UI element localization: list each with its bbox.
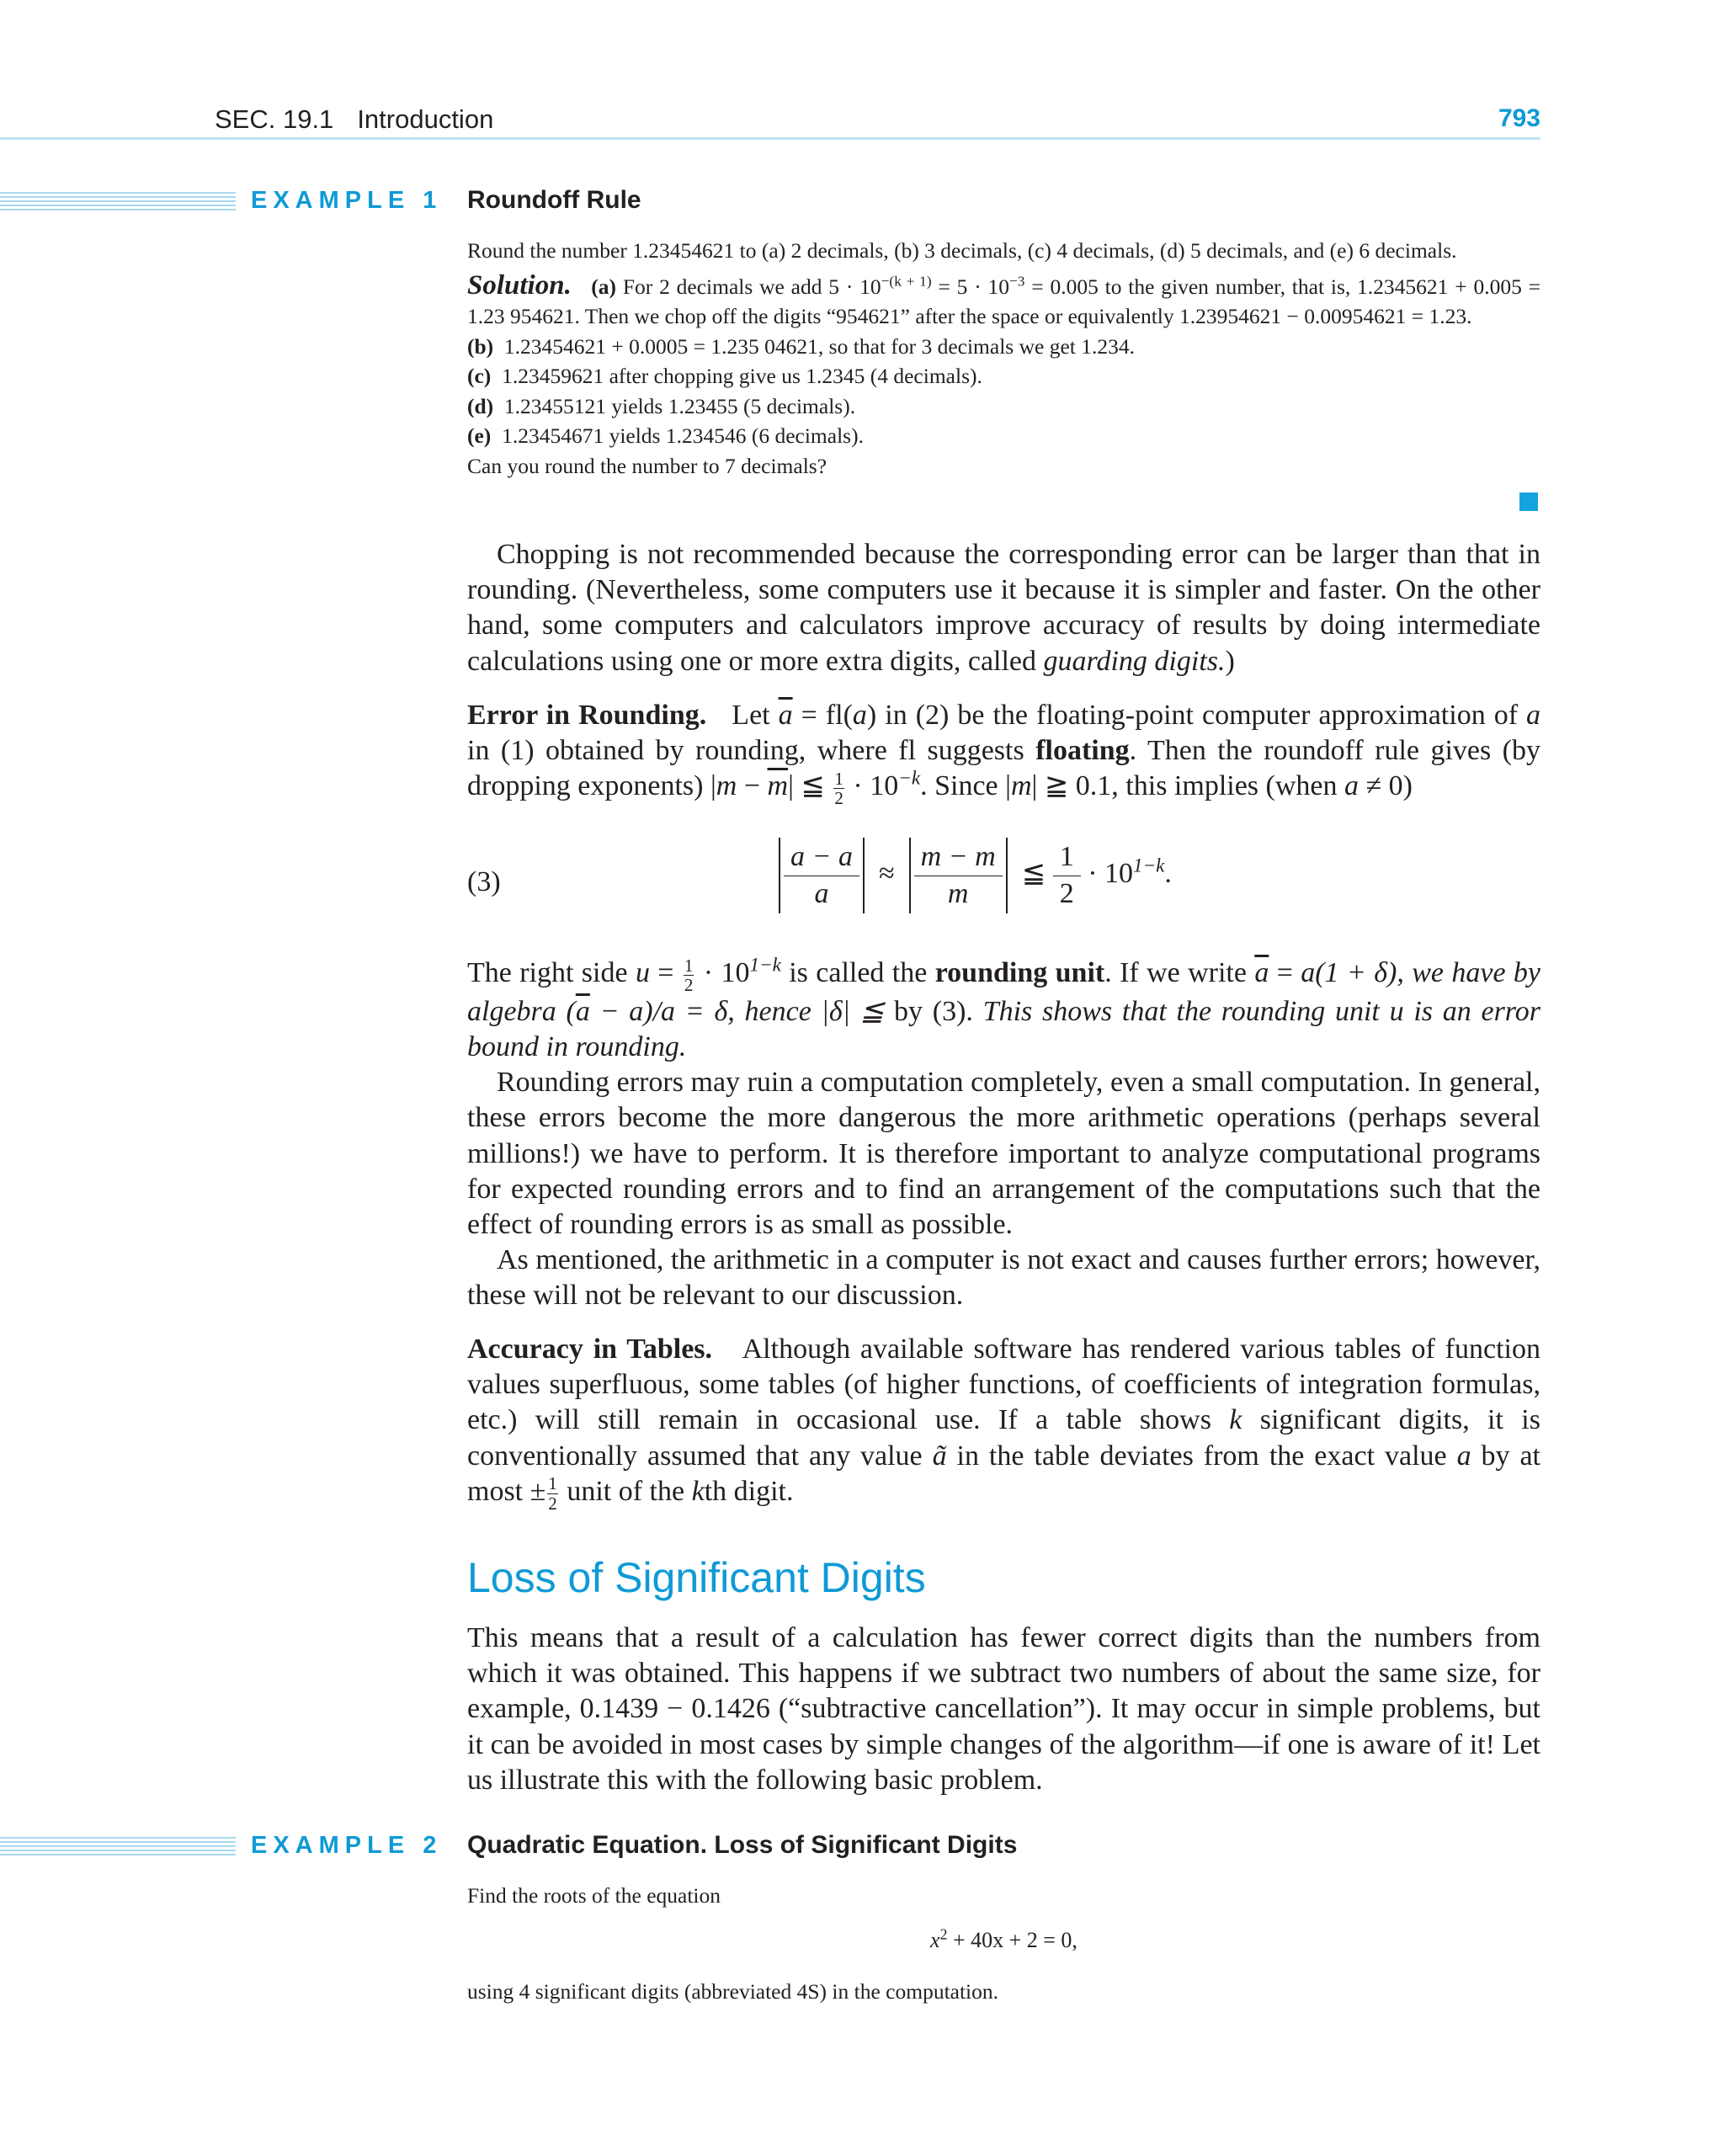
part-a-exponent: −3 [1009, 273, 1025, 289]
text: unit of the [559, 1475, 692, 1507]
text: ≠ 0) [1359, 770, 1413, 802]
solution-label: Solution. [467, 269, 572, 301]
x-symbol: x [930, 1928, 940, 1952]
example-1-title: Roundoff Rule [467, 186, 641, 214]
text: Let [732, 700, 779, 731]
text: ) in (2) be the floating-point computer approximation of [866, 700, 1527, 731]
text: . Then the roundoff rule gives (by dropping exponents) | [467, 735, 1540, 802]
text: | ≦ [788, 770, 833, 802]
section-title: Introduction [357, 104, 494, 134]
floating-term: floating [1035, 735, 1130, 767]
error-rounding-heading: Error in Rounding. [467, 700, 707, 731]
text: Although available software has rendered various tables of function values superfluous, some tables (of higher functions, of coefficients of integration formulas, etc.) will still remain in occasional use. If a table shows [467, 1334, 1540, 1436]
m-bar-symbol: $\overline{m}$ [767, 770, 789, 802]
text: = [649, 957, 682, 988]
page-number: 793 [1498, 104, 1540, 132]
part-b-text: 1.23454621 + 0.0005 = 1.235 04621, so that for 3 decimals we get 1.234. [503, 333, 1135, 359]
chopping-end: ) [1225, 645, 1235, 677]
section-paragraph [467, 1621, 1540, 1798]
example-2-statement: Find the roots of the equation [467, 1883, 721, 1908]
a-symbol: a [1526, 700, 1541, 731]
fraction [784, 839, 859, 912]
denominator: m [947, 877, 969, 909]
rounding-unit-paragraph [467, 956, 1540, 1314]
leq-symbol: ≦ [1021, 857, 1046, 889]
exponent: 1−k [1133, 854, 1165, 877]
part-a-exponent: −(k + 1) [881, 273, 932, 289]
equation-rest: + 40x + 2 = 0, [947, 1928, 1078, 1952]
denominator: 2 [684, 974, 694, 995]
example-2-closing: using 4 significant digits (abbreviated 4S) in the computation. [467, 1979, 999, 2004]
emphasized-statement: This shows that the rounding unit u is an error bound in rounding. [467, 995, 1541, 1063]
text: significant digits, it is conventionally assumed that any value [467, 1404, 1540, 1472]
as-mentioned-paragraph: As mentioned, the arithmetic in a computer is not exact and causes further errors; however, these will not be relevant to our discussion. [467, 1244, 1540, 1312]
running-header [215, 104, 493, 135]
numerator: 1 [834, 768, 843, 789]
numerator: 1 [1053, 839, 1081, 876]
equation-number: (3) [467, 866, 501, 897]
abs-fraction-1 [779, 838, 865, 913]
solution-part-e [467, 421, 1540, 451]
m-symbol: m [1010, 770, 1032, 802]
text: th digit. [704, 1475, 794, 1507]
part-d-label: (d) [467, 393, 494, 418]
text: by at most ± [467, 1440, 1540, 1507]
solution-part-d [467, 391, 1540, 422]
numerator: a − a [784, 839, 859, 876]
exponent: −k [898, 768, 921, 791]
example-bar-decoration [0, 192, 236, 210]
fraction [914, 839, 1003, 912]
text: is called the [780, 957, 935, 988]
part-a-text: = 5 · 10 [931, 274, 1010, 299]
chopping-paragraph [467, 537, 1540, 679]
example-1-statement: Round the number 1.23454621 to (a) 2 decimals, (b) 3 decimals, (c) 4 decimals, (d) 5 decimals, and (e) 6 decimals. [467, 238, 1457, 263]
example-2-label: EXAMPLE 2 [251, 1832, 443, 1859]
text: in (1) obtained by rounding, where fl suggests [467, 735, 1036, 767]
text: in the table deviates from the exact value [946, 1440, 1457, 1472]
text: − [737, 770, 768, 802]
example-1-label: EXAMPLE 1 [251, 187, 443, 214]
example-1-body [467, 236, 1540, 481]
example-bar-decoration [0, 1837, 236, 1855]
accuracy-in-tables-paragraph [467, 1332, 1540, 1513]
example-1-closing: Can you round the number to 7 decimals? [467, 453, 827, 478]
part-b-label: (b) [467, 333, 494, 359]
guarding-digits-term: guarding digits. [1043, 645, 1226, 677]
numerator: 1 [684, 955, 694, 976]
k-symbol: k [691, 1475, 705, 1507]
part-c-label: (c) [467, 364, 492, 388]
one-half-fraction [684, 956, 694, 994]
a-bar-symbol: $\overline{a}$ [778, 700, 793, 731]
a-tilde-symbol: ã [932, 1440, 947, 1472]
a-symbol: a [852, 700, 867, 731]
part-a-text: For 2 decimals we add 5 · 10 [622, 274, 881, 299]
accuracy-heading: Accuracy in Tables. [467, 1334, 713, 1365]
text: . If we write [1104, 957, 1255, 988]
part-c-text: 1.23459621 after chopping give us 1.2345 (4 decimals). [502, 364, 982, 388]
solution-part-a [467, 271, 1540, 332]
solution-part-b [467, 332, 1540, 362]
section-heading: Loss of Significant Digits [467, 1554, 926, 1601]
part-e-label: (e) [467, 423, 492, 448]
rounding-unit-term: rounding unit [934, 957, 1105, 988]
chopping-text: Chopping is not recommended because the corresponding error can be larger than that in rounding. (Nevertheless, some computers use it because it is simpler and faster. On the other hand, some computers and calculators improve accuracy of results by doing intermediate calculations using one or more extra digits, called [467, 539, 1540, 677]
header-rule [0, 137, 1540, 140]
example-2-title: Quadratic Equation. Loss of Significant Digits [467, 1831, 1018, 1859]
text: · 10 [695, 957, 750, 988]
denominator: a [814, 877, 829, 909]
text: | ≧ 0.1, this implies (when [1031, 770, 1345, 802]
a-bar-symbol: $\overline{a}$ [1254, 957, 1269, 988]
equation-3-body [779, 838, 1172, 913]
part-d-text: 1.23455121 yields 1.23455 (5 decimals). [503, 393, 856, 418]
solution-part-c [467, 361, 1540, 391]
text: . Since | [920, 770, 1011, 802]
part-a-label: (a) [591, 274, 617, 299]
error-in-rounding-paragraph [467, 698, 1540, 807]
equation-3 [467, 838, 1540, 930]
end-of-example-square [1519, 492, 1538, 511]
u-symbol: u [635, 957, 650, 988]
a-bar-symbol: $\overline{a}$ [575, 995, 590, 1027]
text: by (3). [894, 995, 983, 1027]
part-e-text: 1.23454671 yields 1.234546 (6 decimals). [502, 423, 864, 448]
rounding-errors-paragraph: Rounding errors may ruin a computation completely, even a small computation. In general, these errors become the more dangerous the more arithmetic operations (perhaps several millions!) we have to perform. It is therefore important to analyze computational programs for expected rounding errors and to find an arrangement of the computations such that the effect of rounding errors is as small as possible. [467, 1067, 1540, 1241]
denominator: 2 [834, 788, 843, 809]
one-half-fraction [547, 1474, 558, 1512]
period: . [1164, 857, 1172, 889]
abs-fraction-2 [909, 838, 1008, 913]
power-base: · 10 [1088, 857, 1134, 889]
approx-symbol: ≈ [878, 857, 895, 889]
one-half-fraction [833, 769, 844, 807]
text: a(1 + δ), we have by algebra ( [467, 957, 1540, 1027]
exponent: 2 [939, 1925, 948, 1943]
text: − a)/a = δ, hence |δ| ≦ [589, 995, 895, 1027]
one-half-fraction [1053, 839, 1081, 912]
a-symbol: a [1344, 770, 1360, 802]
k-symbol: k [1229, 1404, 1242, 1436]
section-number: SEC. 19.1 [215, 104, 334, 134]
section-text: This means that a result of a calculation has fewer correct digits than the numbers from which it was obtained. This happens if we subtract two numbers of about the same size, for example, 0.1439 − 0.1426 (“subtractive cancellation”). It may occur in simple problems, but it can be avoided in most cases by simple changes of the algorithm—if one is aware of it! Let us illustrate this with the following basic problem. [467, 1622, 1540, 1796]
text: The right side [467, 957, 636, 988]
text: = [1269, 957, 1301, 988]
m-symbol: m [716, 770, 737, 802]
text: · 10 [845, 770, 899, 802]
text: = fl( [792, 700, 853, 731]
quadratic-equation [467, 1925, 1540, 1953]
denominator: 2 [548, 1493, 557, 1514]
a-symbol: a [1456, 1440, 1471, 1472]
part-a-text: = 0.005 to the given number, that is, 1.2345621 + 0.005 = 1.23 954621. Then we chop off the digits “954621” after the space or equivalently 1.23954621 − 0.00954621 = 1.23. [467, 274, 1541, 328]
exponent: 1−k [749, 954, 781, 977]
denominator: 2 [1059, 877, 1074, 909]
numerator: 1 [548, 1473, 557, 1494]
numerator: m − m [914, 839, 1003, 876]
